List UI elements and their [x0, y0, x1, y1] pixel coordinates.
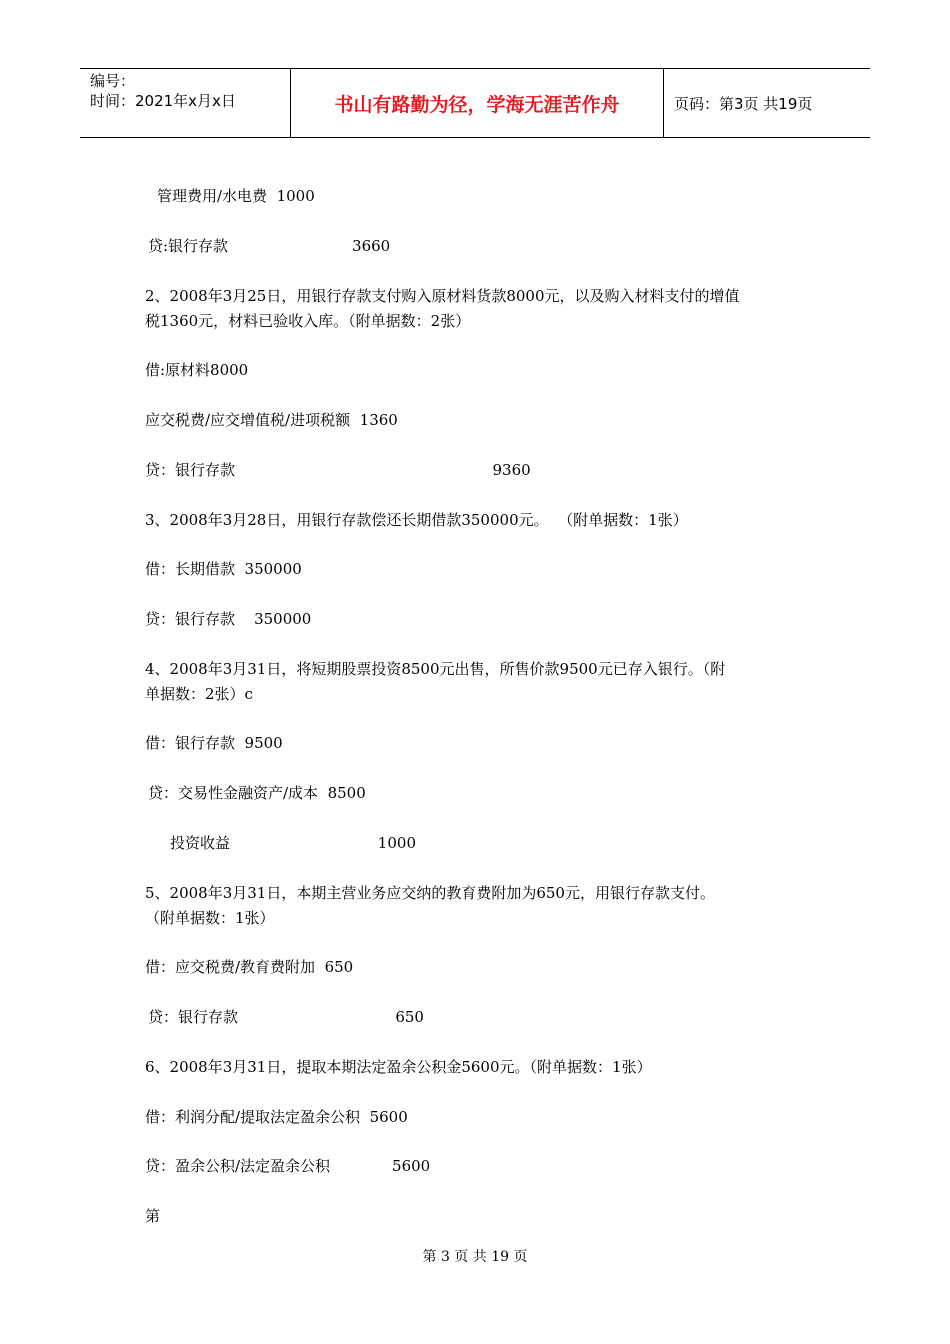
entry-line: 借：利润分配/提取法定盈余公积 5600 [145, 1108, 408, 1126]
entry-line: （附单据数：1张） [145, 909, 275, 927]
entry-line: 应交税费/应交增值税/进项税额 1360 [145, 411, 398, 429]
entry-line: 借：长期借款 350000 [145, 560, 302, 578]
entry-line: 借：银行存款 9500 [145, 734, 283, 752]
entry-line: 单据数：2张）c [145, 685, 253, 703]
entry-line: 第 [145, 1207, 161, 1225]
doc-code: 编号： [90, 72, 136, 90]
entry-line: 借：应交税费/教育费附加 650 [145, 958, 354, 976]
entry-line: 贷：盈余公积/法定盈余公积 5600 [145, 1157, 431, 1175]
entry-line: 4、2008年3月31日，将短期股票投资8500元出售，所售价款9500元已存入银行。（附 [145, 660, 726, 678]
entry-line: 投资收益 1000 [170, 834, 416, 852]
entry-line: 3、2008年3月28日，用银行存款偿还长期借款350000元。 （附单据数：1张） [145, 511, 688, 529]
entry-line: 贷:银行存款 3660 [148, 237, 391, 255]
entry-line: 5、2008年3月31日，本期主营业务应交纳的教育费附加为650元，用银行存款支付。 [145, 884, 715, 902]
page-footer: 第 3 页 共 19 页 [422, 1249, 528, 1265]
entry-line: 2、2008年3月25日，用银行存款支付购入原材料货款8000元，以及购入材料支付的增值 [145, 287, 740, 305]
header-motto: 书山有路勤为径，学海无涯苦作舟 [291, 69, 664, 137]
header-page-number: 页码：第3页 共19页 [674, 94, 813, 113]
entry-line: 借:原材料8000 [145, 361, 249, 379]
entry-line: 贷：银行存款 350000 [145, 610, 312, 628]
entry-line: 贷：银行存款 9360 [145, 461, 531, 479]
doc-time: 时间：2021年x月x日 [90, 92, 236, 110]
entry-line: 管理费用/水电费 1000 [157, 187, 315, 205]
entry-line: 6、2008年3月31日，提取本期法定盈余公积金5600元。（附单据数：1张） [145, 1058, 652, 1076]
entry-line: 贷：银行存款 650 [148, 1008, 424, 1026]
header-meta [80, 69, 291, 137]
page-header [80, 68, 870, 138]
entry-line: 税1360元，材料已验收入库。（附单据数：2张） [145, 312, 471, 330]
entry-line: 贷：交易性金融资产/成本 8500 [148, 784, 366, 802]
